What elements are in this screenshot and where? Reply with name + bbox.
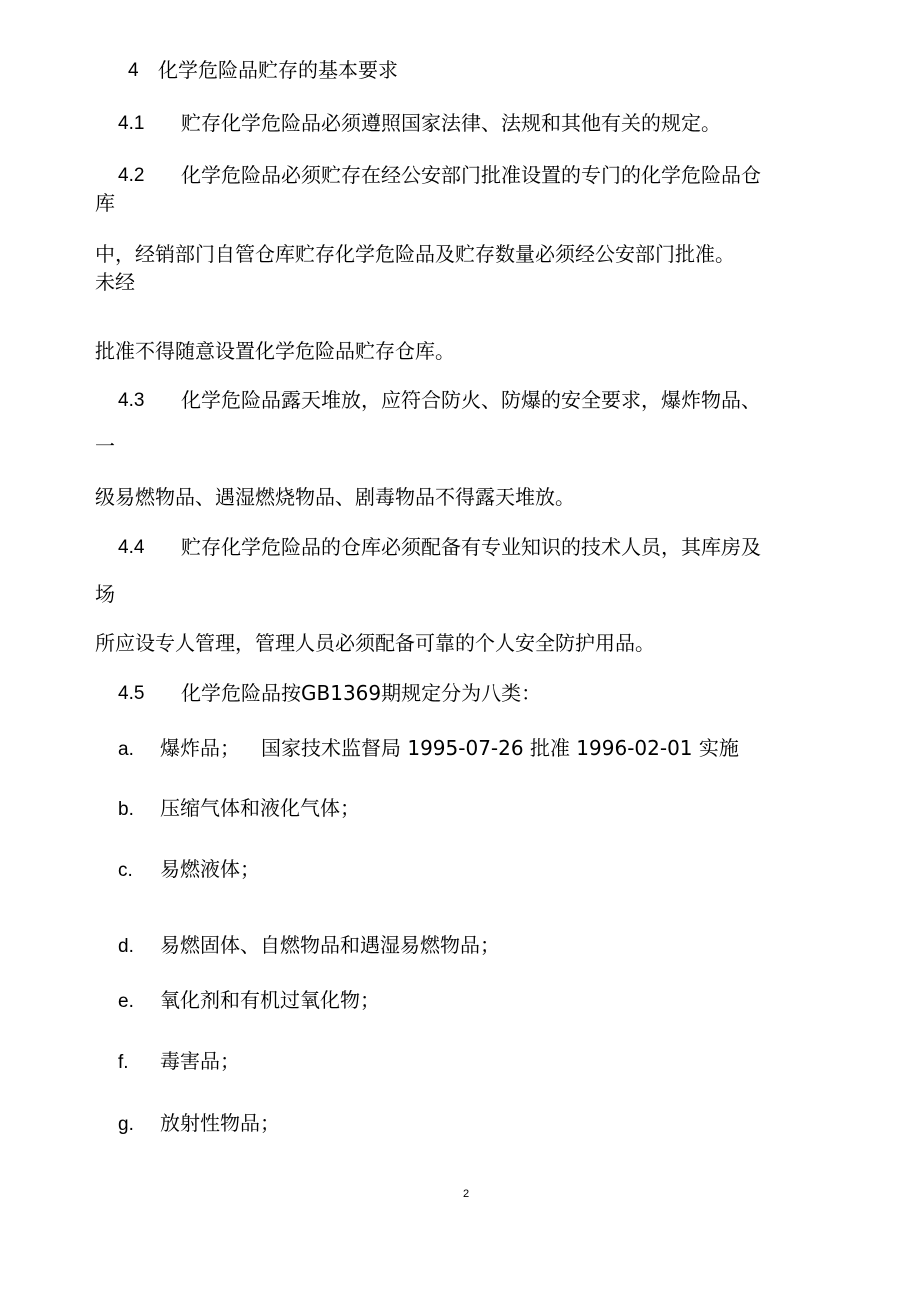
clause-text: 所应设专人管理，管理人员必须配备可靠的个人安全防护用品。 [95,631,655,655]
list-item: 易燃液体； [160,857,260,881]
clause-number: 4.4 [118,537,145,558]
list-item: 易燃固体、自燃物品和遇湿易燃物品； [160,933,500,957]
section-number: 4 [128,60,139,81]
clause-text: 化学危险品按GB1369期规定分为八类： [181,681,542,705]
list-item-marker: c. [118,860,133,881]
clause-number: 4.1 [118,113,145,134]
list-item: 压缩气体和液化气体； [160,796,360,820]
section-title: 化学危险品贮存的基本要求 [158,58,398,82]
clause-text: 贮存化学危险品必须遵照国家法律、法规和其他有关的规定。 [181,111,721,135]
list-item-marker: b. [118,799,134,820]
clause-text: 贮存化学危险品的仓库必须配备有专业知识的技术人员，其库房及 [181,535,761,559]
clause-text: 未经 [95,270,135,294]
list-item-marker: g. [118,1114,134,1135]
list-item-marker: f. [118,1052,129,1073]
list-item: 放射性物品； [160,1111,280,1135]
clause-text: 库 [95,191,115,215]
clause-number: 4.3 [118,390,145,411]
list-item-marker: e. [118,991,134,1012]
clause-text: 化学危险品露天堆放，应符合防火、防爆的安全要求，爆炸物品、 [181,388,761,412]
approval-note: 国家技术监督局 1995-07-26 批准 1996-02-01 实施 [261,736,739,760]
clause-text: 批准不得随意设置化学危险品贮存仓库。 [95,339,455,363]
list-item-marker: d. [118,936,134,957]
clause-number: 4.5 [118,683,145,704]
clause-text: 级易燃物品、遇湿燃烧物品、剧毒物品不得露天堆放。 [95,485,575,509]
clause-text: 中，经销部门自管仓库贮存化学危险品及贮存数量必须经公安部门批准。 [95,242,735,266]
list-item: 氧化剂和有机过氧化物； [160,988,380,1012]
clause-text: 一 [95,434,115,458]
list-item-marker: a. [118,739,134,760]
clause-number: 4.2 [118,165,145,186]
list-item: 毒害品； [160,1049,240,1073]
list-item: 爆炸品； [160,736,240,760]
clause-text: 化学危险品必须贮存在经公安部门批准设置的专门的化学危险品仓 [181,163,761,187]
page-number: 2 [463,1188,470,1200]
clause-text: 场 [95,582,115,606]
